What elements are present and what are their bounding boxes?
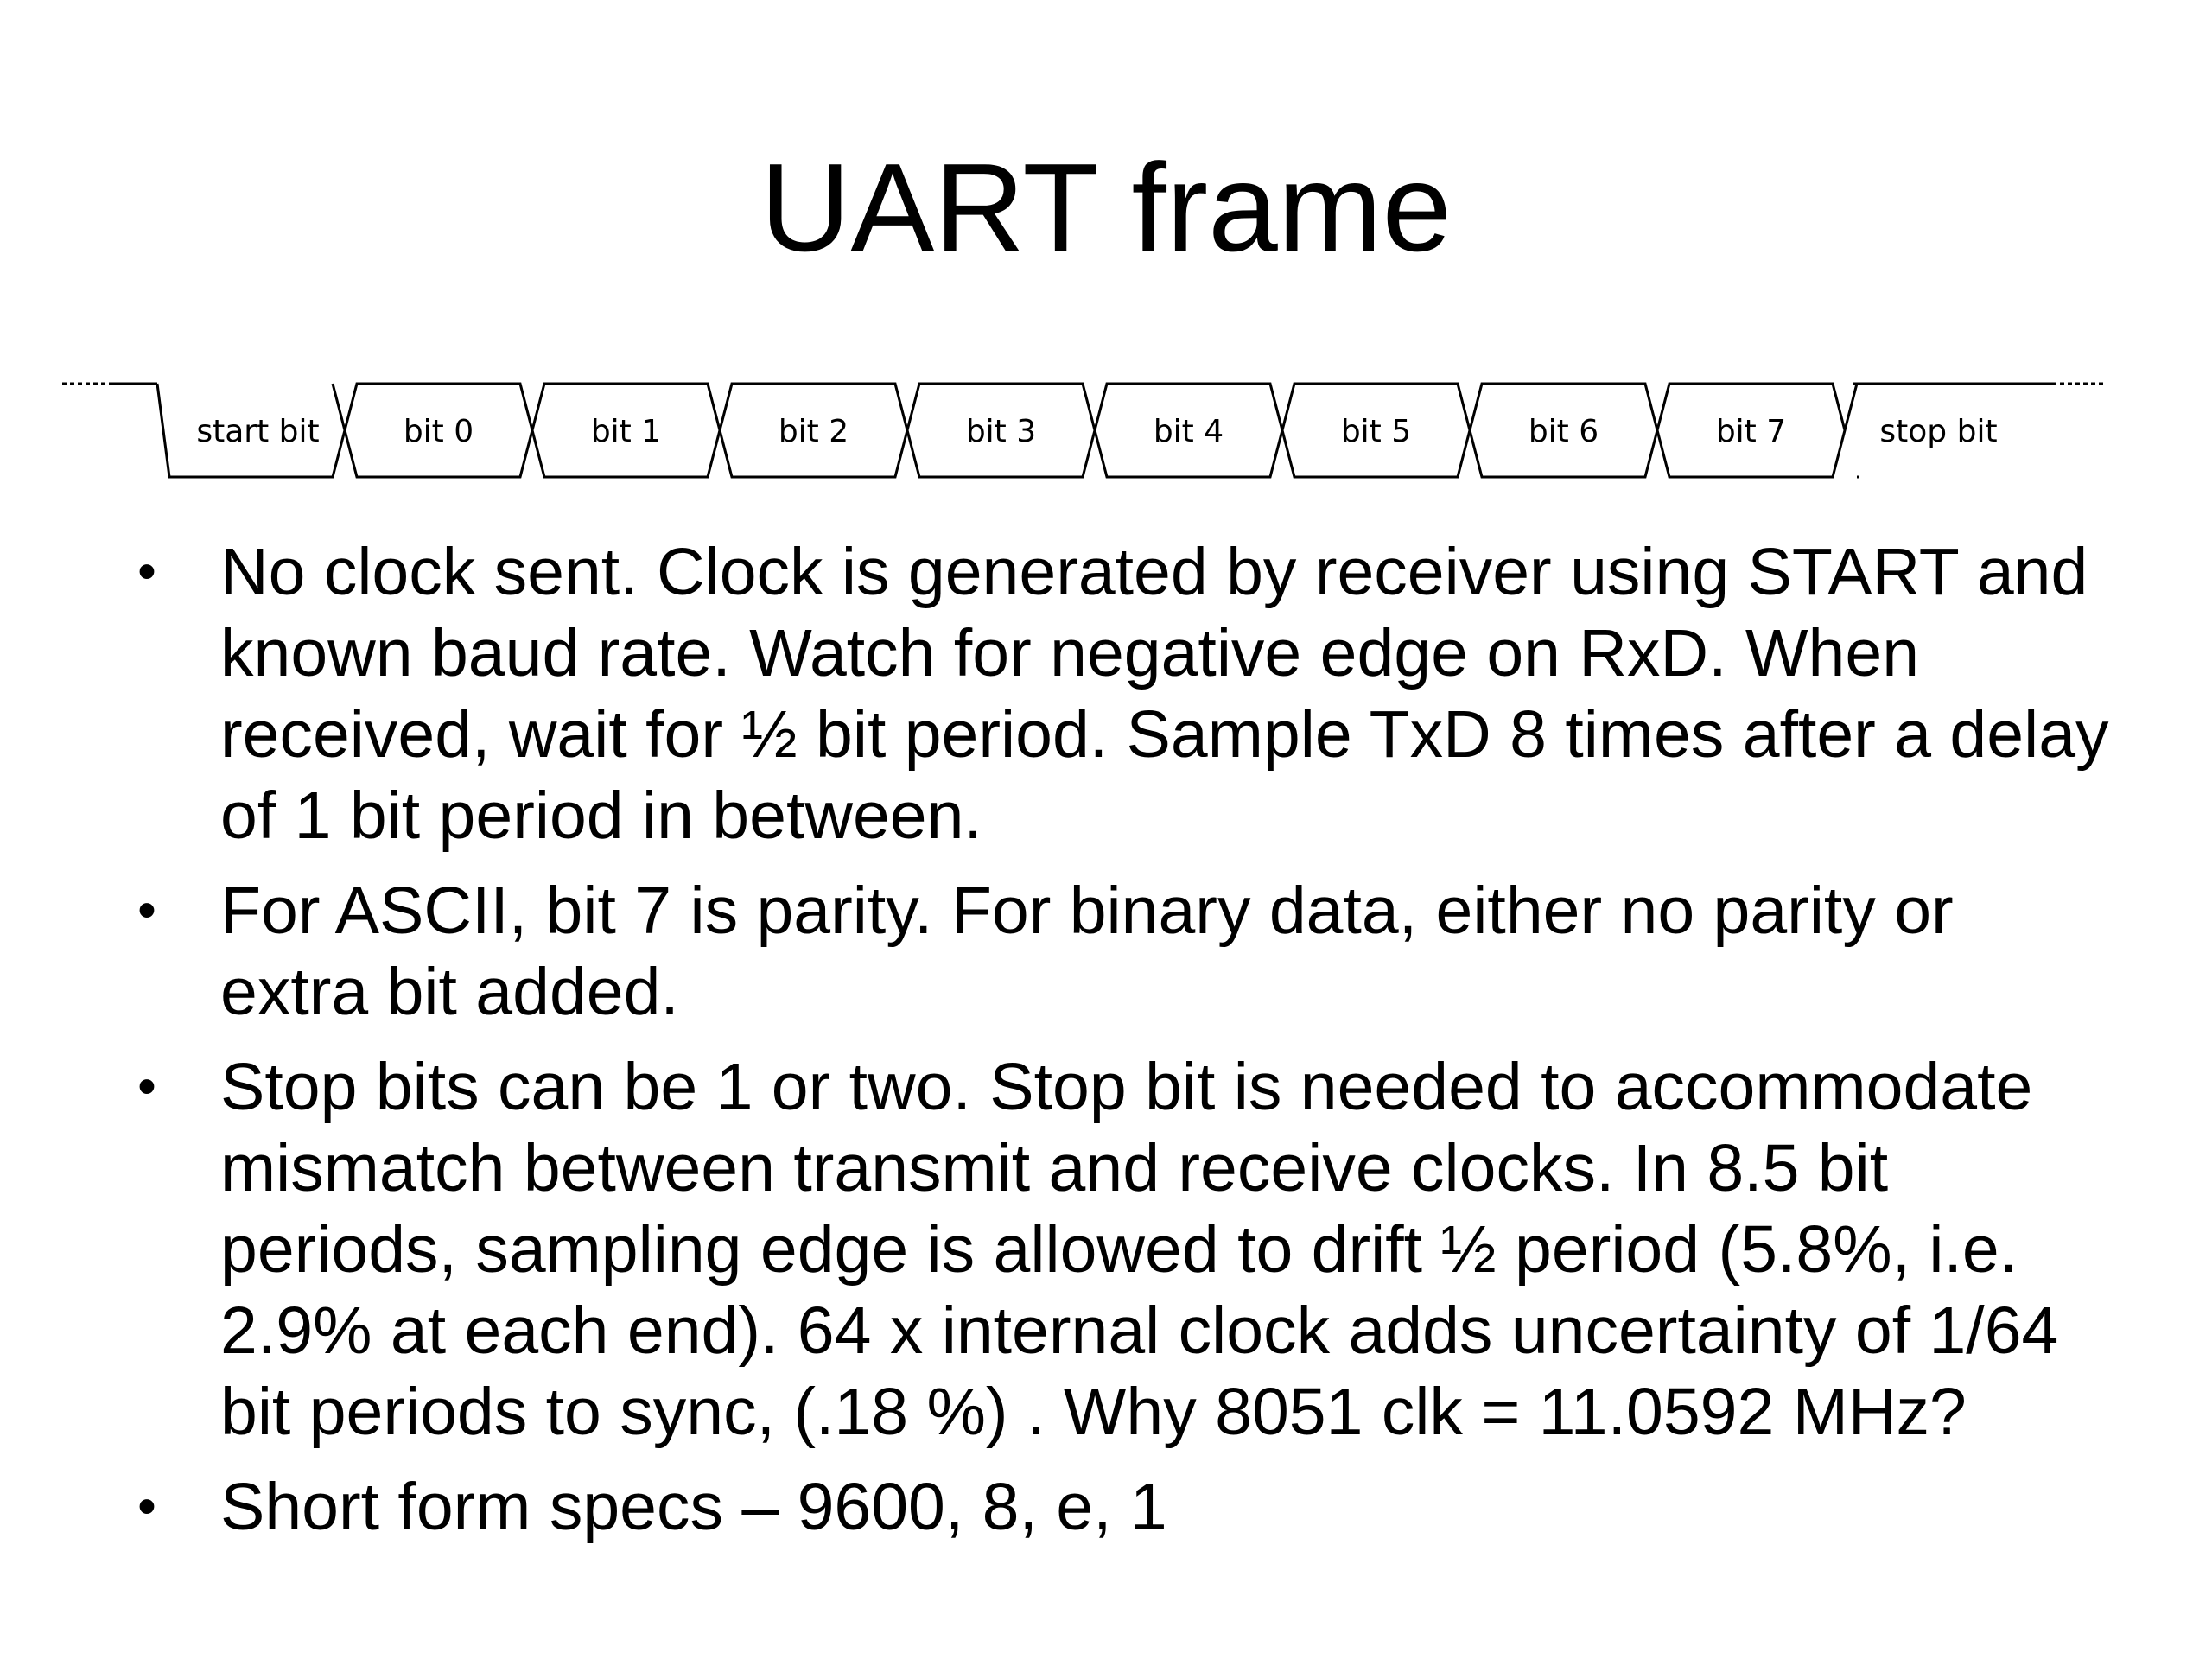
bullet-marker: • — [137, 542, 156, 601]
frame-segment-label: bit 3 — [965, 414, 1037, 449]
uart-frame-svg — [0, 363, 2212, 501]
bullet-list — [130, 531, 2117, 1561]
uart-frame-diagram — [0, 363, 2212, 501]
frame-segment-label: stop bit — [1879, 414, 1998, 449]
bullet-text: For ASCII, bit 7 is parity. For binary data, either no parity or extra bit added. — [220, 874, 1954, 1029]
slide-title: UART frame — [760, 137, 1452, 277]
frame-segment-label: bit 7 — [1715, 414, 1787, 449]
frame-segment-label: bit 5 — [1340, 414, 1412, 449]
frame-segment-label: bit 6 — [1528, 414, 1599, 449]
bullet-marker: • — [137, 1477, 156, 1536]
bullet-marker: • — [137, 1057, 156, 1116]
bullet-text: Short form specs – 9600, 8, e, 1 — [220, 1470, 1167, 1544]
frame-segment-label: bit 2 — [778, 414, 849, 449]
bullet-text: No clock sent. Clock is generated by receiver using START and known baud rate. Watch for negative edge on RxD. When received, wait for ½ bit period. Sample TxD 8 times after a delay of 1 bit period in between. — [220, 535, 2109, 853]
bullet-item — [130, 1466, 2117, 1548]
bullet-item — [130, 531, 2117, 856]
bullet-item — [130, 870, 2117, 1033]
frame-segment-label: bit 0 — [403, 414, 474, 449]
frame-segment-label: start bit — [196, 414, 320, 449]
bullet-text: Stop bits can be 1 or two. Stop bit is needed to accommodate mismatch between transmit and receive clocks. In 8.5 bit periods, sampling edge is allowed to drift ½ period (5.8%, i.e. 2.9% at each end). 64 x internal clock adds uncertainty of 1/64 bit periods to sync, (.18 %) . Why 8051 clk = 11.0592 MHz? — [220, 1050, 2059, 1449]
frame-segment-label: bit 1 — [590, 414, 662, 449]
frame-segment-label: bit 4 — [1153, 414, 1224, 449]
bullet-marker: • — [137, 880, 156, 940]
bullet-item — [130, 1046, 2117, 1452]
